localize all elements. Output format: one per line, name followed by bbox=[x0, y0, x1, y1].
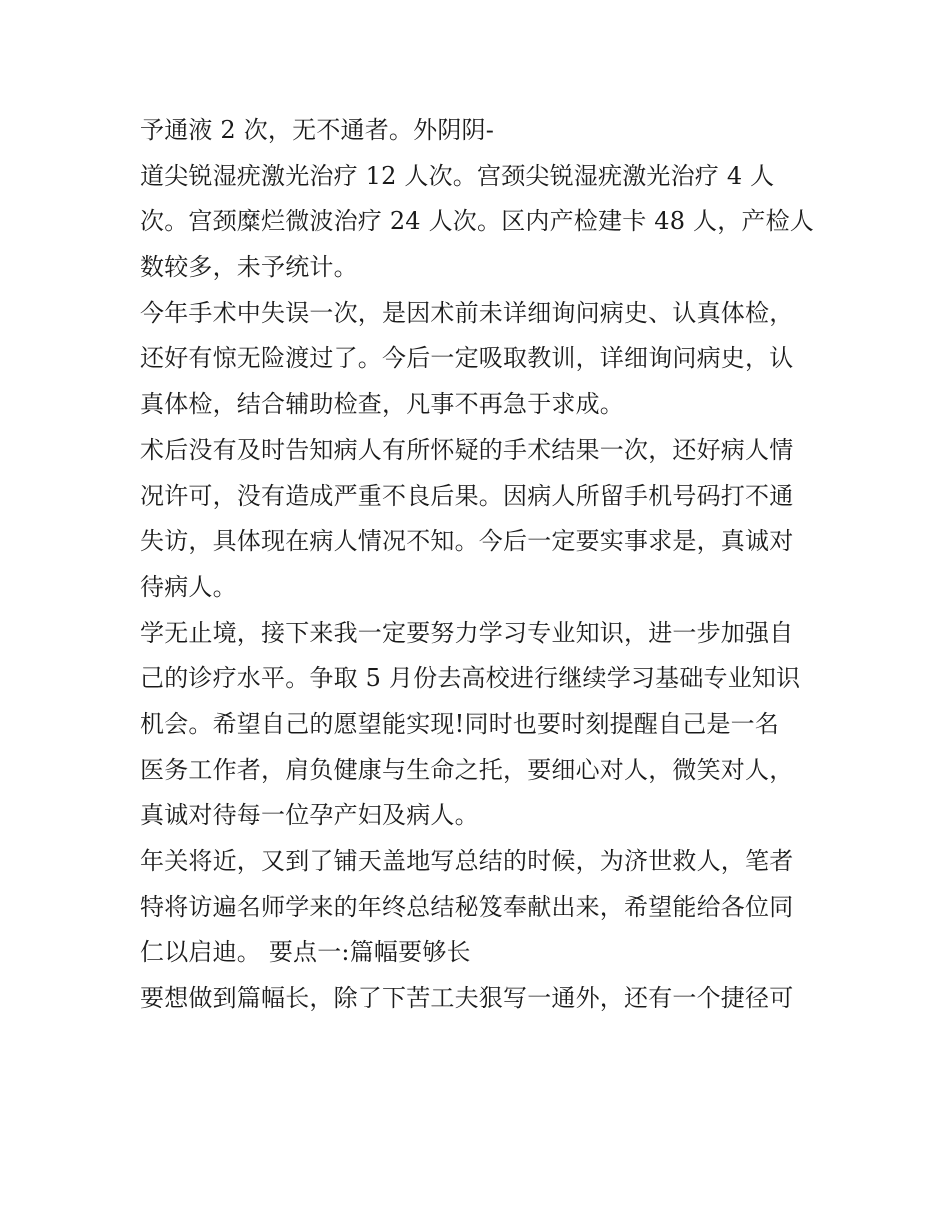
text-line: 医务工作者，肩负健康与生命之托，要细心对人，微笑对人， bbox=[140, 755, 794, 784]
body-text bbox=[140, 108, 820, 1022]
text-line: 学无止境，接下来我一定要努力学习专业知识，进一步加强自 bbox=[140, 618, 794, 647]
text-line: 真体检，结合辅助检查，凡事不再急于求成。 bbox=[140, 390, 624, 419]
text-line: 数较多，未予统计。 bbox=[140, 253, 358, 282]
text-line: 况许可，没有造成严重不良后果。因病人所留手机号码打不通 bbox=[140, 481, 794, 510]
text-line: 术后没有及时告知病人有所怀疑的手术结果一次，还好病人情 bbox=[140, 435, 794, 464]
text-line: 真诚对待每一位孕产妇及病人。 bbox=[140, 801, 479, 830]
text-line: 道尖锐湿疣激光治疗 12 人次。宫颈尖锐湿疣激光治疗 4 人 bbox=[140, 161, 775, 190]
text-line: 予通液 2 次，无不通者。外阴阴- bbox=[140, 116, 495, 144]
text-line: 要想做到篇幅长，除了下苦工夫狠写一通外，还有一个捷径可 bbox=[140, 984, 794, 1013]
text-line: 次。宫颈糜烂微波治疗 24 人次。区内产检建卡 48 人，产检人 bbox=[140, 207, 814, 236]
text-line: 失访，具体现在病人情况不知。今后一定要实事求是，真诚对 bbox=[140, 527, 794, 556]
text-line: 己的诊疗水平。争取 5 月份去高校进行继续学习基础专业知识 bbox=[140, 664, 801, 693]
text-line: 待病人。 bbox=[140, 572, 237, 601]
text-line: 还好有惊无险渡过了。今后一定吸取教训，详细询问病史，认 bbox=[140, 344, 794, 373]
text-line: 特将访遍名师学来的年终总结秘笈奉献出来，希望能给各位同 bbox=[140, 892, 794, 921]
text-line: 仁以启迪。 要点一:篇幅要够长 bbox=[140, 938, 471, 967]
text-line: 今年手术中失误一次，是因术前未详细询问病史、认真体检， bbox=[140, 298, 794, 327]
text-line: 机会。希望自己的愿望能实现!同时也要时刻提醒自己是一名 bbox=[140, 709, 780, 738]
text-line: 年关将近，又到了铺天盖地写总结的时候，为济世救人，笔者 bbox=[140, 847, 794, 875]
